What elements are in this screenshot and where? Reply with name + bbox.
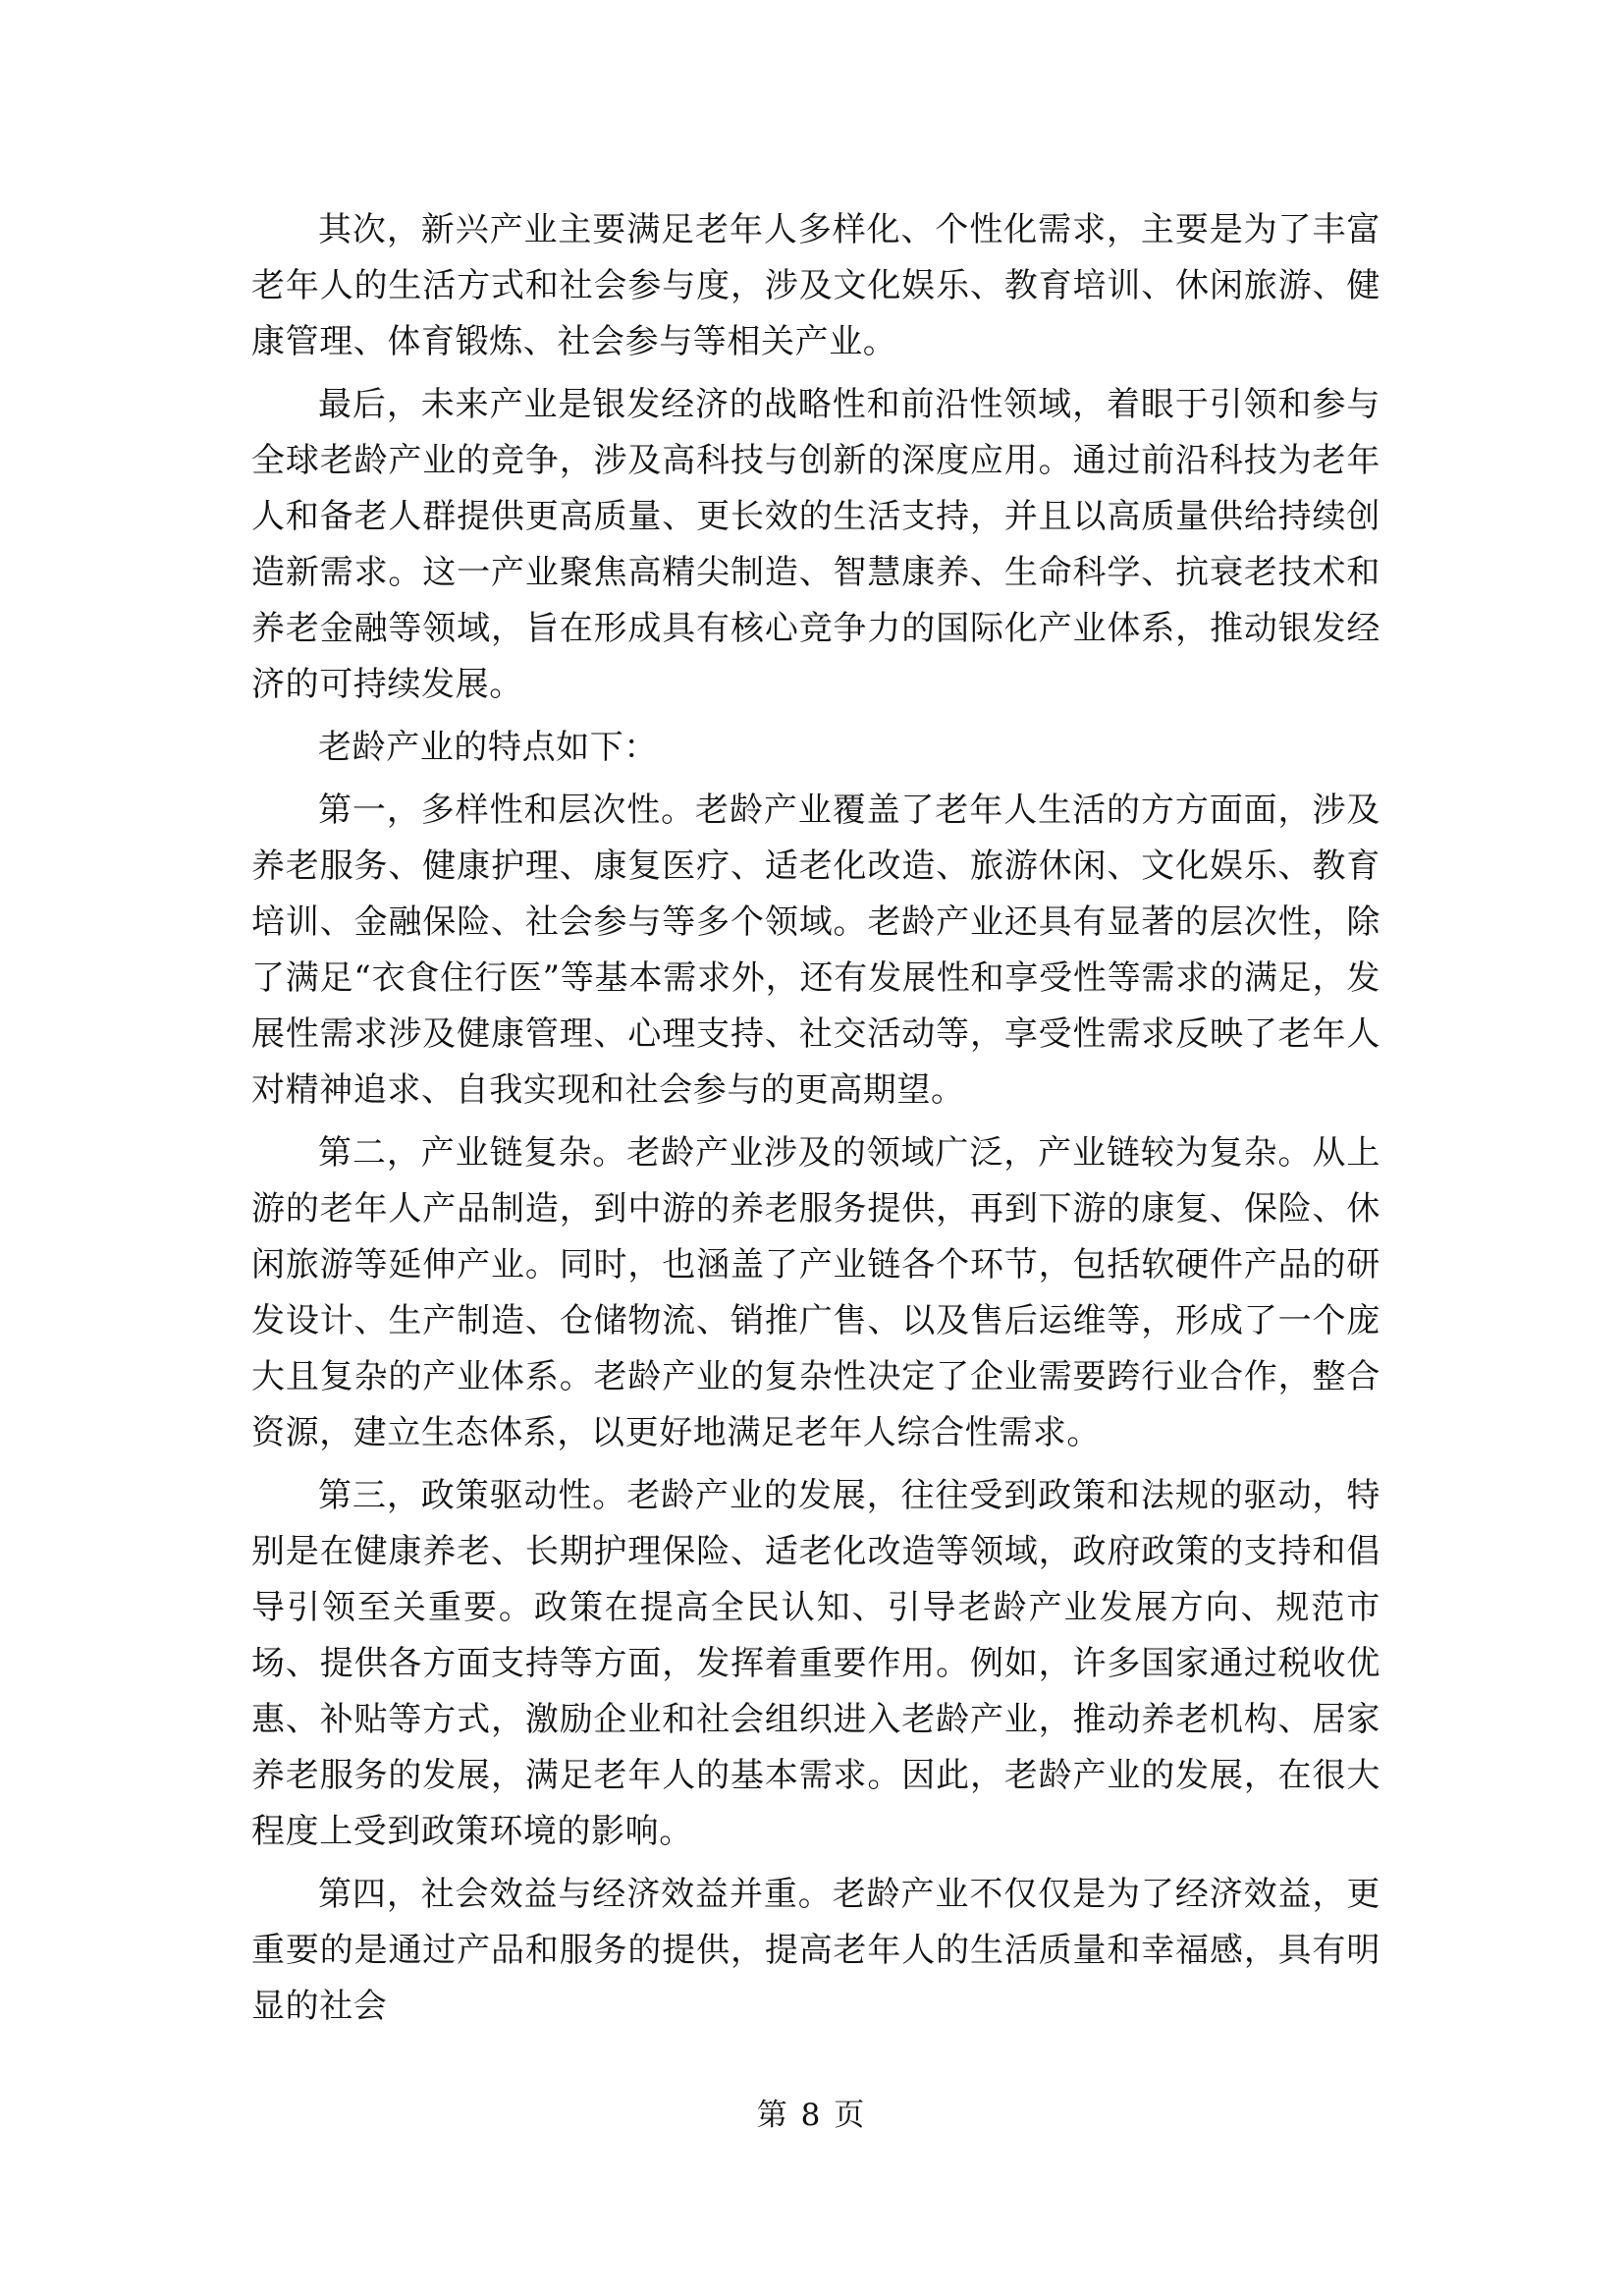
page-number: 第 8 页 [756,2098,867,2133]
paragraph-6: 第三，政策驱动性。老龄产业的发展，往往受到政策和法规的驱动，特别是在健康养老、长期护理保险、适老化改造等领域，政府政策的支持和倡导引领至关重要。政策在提高全民认知、引导老龄产业发展方向、规范市场、提供各方面支持等方面，发挥着重要作用。例如，许多国家通过税收优惠、补贴等方式，激励企业和社会组织进入老龄产业，推动养老机构、居家养老服务的发展，满足老年人的基本需求。因此，老龄产业的发展，在很大程度上受到政策环境的影响。 [251,1476,1380,1851]
paragraph-4: 第一，多样性和层次性。老龄产业覆盖了老年人生活的方方面面，涉及养老服务、健康护理、康复医疗、适老化改造、旅游休闲、文化娱乐、教育培训、金融保险、社会参与等多个领域。老龄产业还具有显著的层次性，除了满足“衣食住行医”等基本需求外，还有发展性和享受性等需求的满足，发展性需求涉及健康管理、心理支持、社交活动等，享受性需求反映了老年人对精神追求、自我实现和社会参与的更高期望。 [251,791,1380,1110]
paragraph-7: 第四，社会效益与经济效益并重。老龄产业不仅仅是为了经济效益，更重要的是通过产品和服务的提供，提高老年人的生活质量和幸福感，具有明显的社会 [251,1875,1380,2026]
paragraph-1: 其次，新兴产业主要满足老年人多样化、个性化需求，主要是为了丰富老年人的生活方式和社会参与度，涉及文化娱乐、教育培训、休闲旅游、健康管理、体育锻炼、社会参与等相关产业。 [251,210,1380,361]
document-body [251,202,1380,2042]
paragraph-3: 老龄产业的特点如下： [318,728,658,767]
paragraph-2: 最后，未来产业是银发经济的战略性和前沿性领域，着眼于引领和参与全球老龄产业的竞争，涉及高科技与创新的深度应用。通过前沿科技为老年人和备老人群提供更高质量、更长效的生活支持，并且以高质量供给持续创造新需求。这一产业聚焦高精尖制造、智慧康养、生命科学、抗衰老技术和养老金融等领域，旨在形成具有核心竞争力的国际化产业体系，推动银发经济的可持续发展。 [251,385,1380,704]
paragraph-5: 第二，产业链复杂。老龄产业涉及的领域广泛，产业链较为复杂。从上游的老年人产品制造，到中游的养老服务提供，再到下游的康复、保险、休闲旅游等延伸产业。同时，也涵盖了产业链各个环节，包括软硬件产品的研发设计、生产制造、仓储物流、销推广售、以及售后运维等，形成了一个庞大且复杂的产业体系。老龄产业的复杂性决定了企业需要跨行业合作，整合资源，建立生态体系，以更好地满足老年人综合性需求。 [251,1133,1380,1452]
